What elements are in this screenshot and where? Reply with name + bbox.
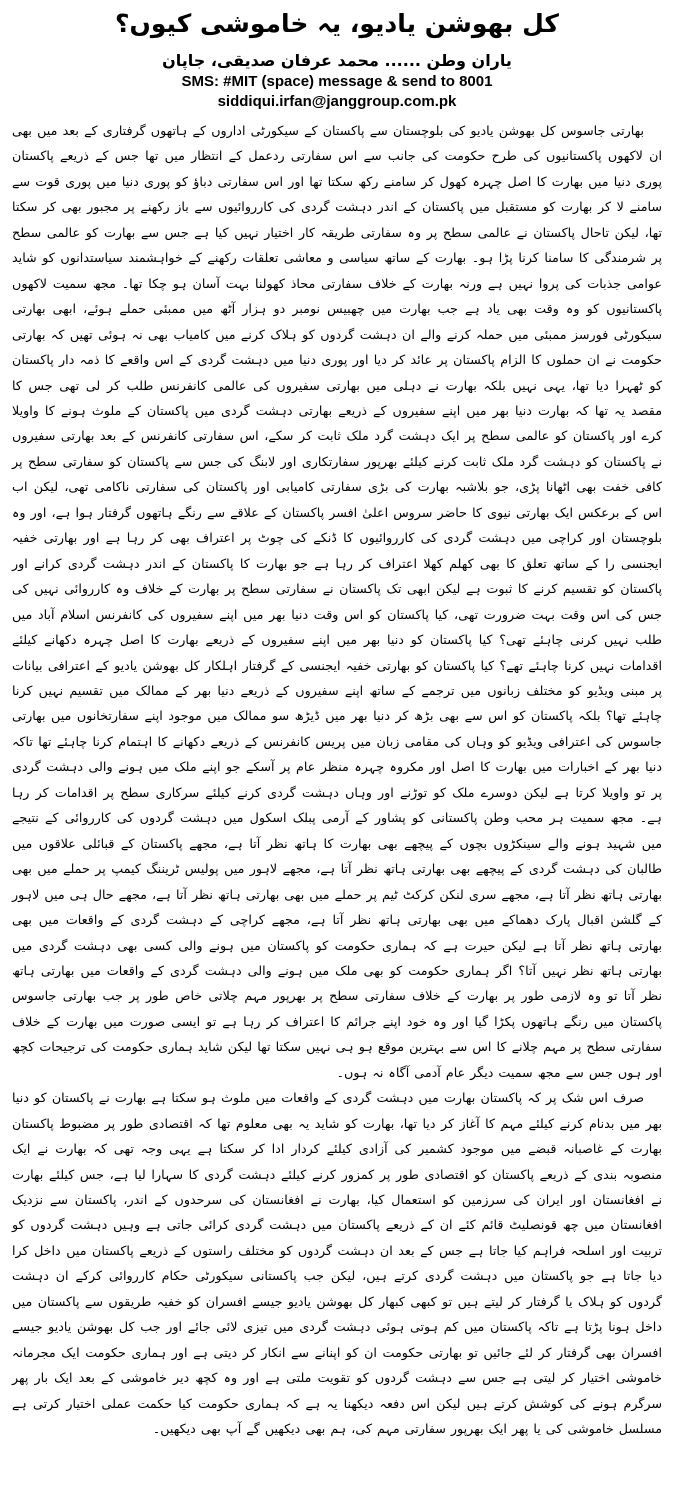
author-name: محمد عرفان صدیقی، جاپان (162, 51, 379, 70)
sms-line: SMS: #MIT (space) message & send to 8001 (181, 73, 493, 90)
byline (12, 50, 662, 72)
paragraph-1: بھارتی جاسوس کل بھوشن یادیو کی بلوچستان سے پاکستان کے سیکورٹی اداروں کے ہاتھوں گرفتاری کے بعد میں بھی ان لاکھوں پاکستانیوں کی طرح حکومت کی جانب سے اس سفارتی ردعمل کے انتظار میں تھا جس کے ذریعے پاکستان پوری دنیا میں بھارت کا اصل چہرہ کھول کر سامنے رکھ سکتا تھا اور اس سفارتی دباؤ کو پوری دنیا میں پوری قوت سے سامنے لا کر بھارت کو مستقبل میں پاکستان کے اندر دہشت گردی کی کارروائیوں سے باز رکھنے پر مجبور بھی کر سکتا تھا، لیکن تاحال پاکستان نے عالمی سطح پر وہ سفارتی طریقہ کار اختیار نہیں کیا ہے جس سے بھارت کو عالمی سطح پر شرمندگی کا سامنا کرنا پڑا ہو۔ بھارت کے ساتھ سیاسی و معاشی تعلقات رکھنے کے خواہشمند سیاستدانوں کو شاید عوامی جذبات کی پروا نہیں ہے ورنہ بھارت کے خلاف سفارتی محاذ کھولنا بہت آسان ہو چکا تھا۔ مجھ سمیت لاکھوں پاکستانیوں کو وہ وقت بھی یاد ہے جب بھارت میں چھبیس نومبر دو ہزار آٹھ میں ممبئی حملے ہوئے، ابھی بھارتی سیکورٹی فورسز ممبئی میں حملہ کرنے والے ان دہشت گردوں کو ہلاک کرنے میں کامیاب بھی نہ ہوئی تھیں کہ بھارتی حکومت نے ان حملوں کا الزام پاکستان پر عائد کر دیا اور پوری دنیا میں دہشت گردی کے اس واقعے کا ذمہ دار پاکستان کو ٹھہرا دیا تھا، یہی نہیں بلکہ بھارت نے دہلی میں بھارتی سفیروں کی عالمی کانفرنس طلب کر لی تھی جس کا مقصد یہ تھا کہ بھارت دنیا بھر میں اپنے سفیروں کے ذریعے بھارتی دہشت گردی میں پاکستان کے ملوث ہونے کا واویلا کرے اور پاکستان کو عالمی سطح پر ایک دہشت گرد ملک ثابت کر سکے، اس سفارتی کانفرنس کے بعد بھارتی سفیروں نے پاکستان کو دہشت گرد ملک ثابت کرنے کیلئے بھرپور سفارتکاری اور لابنگ کی جس سے پاکستان کو سفارتی سطح پر کافی خفت بھی اٹھانا پڑی، جو بلاشبہ بھارت کی بڑی سفارتی کامیابی اور پاکستان کی سفارتی ناکامی تھی، لیکن اب اس کے برعکس ایک بھارتی نیوی کا حاضر سروس اعلیٰ افسر پاکستان کے علاقے سے رنگے ہاتھوں گرفتار ہوا ہے، اور وہ بلوچستان اور کراچی میں دہشت گردی کی کارروائیوں کا ڈنکے کی چوٹ پر اعتراف بھی کر رہا ہے اور بھارتی خفیہ ایجنسی را کے ساتھ تعلق کا بھی کھلم کھلا اعتراف کر رہا ہے جو بھارت کا پاکستان کے اندر دہشت گردی کرانے اور پاکستان کو تقسیم کرنے کا ثبوت ہے لیکن ابھی تک پاکستان نے سفارتی سطح پر بھارت کے خلاف وہ کارروائی نہیں کی جس کی اس وقت بہت ضرورت تھی، کیا پاکستان کو اس وقت دنیا بھر میں اپنے سفیروں کی کانفرنس اسلام آباد میں طلب نہیں کرنی چاہئے تھی؟ کیا پاکستان کو دنیا بھر میں اپنے سفیروں کے ذریعے بھارت کا اصل چہرہ دکھانے کیلئے اقدامات نہیں کرنا چاہئے تھے؟ کیا پاکستان کو بھارتی خفیہ ایجنسی کے گرفتار اہلکار کل بھوشن یادیو کے اعترافی بیانات پر مبنی ویڈیو کو مختلف زبانوں میں ترجمے کے ساتھ اپنے سفیروں کے ذریعے دنیا بھر کے ممالک میں تقسیم نہیں کرنا چاہئے تھا؟ بلکہ پاکستان کو اس سے بھی بڑھ کر دنیا بھر میں ڈیڑھ سو ممالک میں موجود اپنے سفارتخانوں میں بھارتی جاسوس کی اعترافی ویڈیو کو وہاں کی مقامی زبان میں پریس کانفرنس کے ذریعے دکھانے کا اہتمام کرنا چاہئے تھا تاکہ دنیا بھر کے اخبارات میں بھارت کا اصل اور مکروہ چہرہ منظر عام پر آسکے جو اپنے ملک میں ہونے والی دہشت گردی پر تو واویلا کرتا ہے لیکن دوسرے ملک کو توڑنے اور وہاں دہشت گردی کرنے کیلئے سرکاری سطح پر اقدامات کر رہا ہے۔ مجھ سمیت ہر محب وطن پاکستانی کو پشاور کے آرمی پبلک اسکول میں دہشت گردوں کی کارروائی کے نتیجے میں شہید ہونے والے سینکڑوں بچوں کے پیچھے بھی بھارت کا ہاتھ نظر آتا ہے، مجھے پاکستان کے قبائلی علاقوں میں طالبان کی دہشت گردی کے پیچھے بھی بھارتی ہاتھ نظر آتا ہے، مجھے لاہور میں پولیس ٹریننگ کیمپ پر حملے میں بھی بھارتی ہاتھ نظر آتا ہے، مجھے سری لنکن کرکٹ ٹیم پر حملے میں بھی بھارتی ہاتھ نظر آتا ہے، مجھے حال ہی میں لاہور کے گلشن اقبال پارک دھماکے میں بھی بھارتی ہاتھ نظر آتا ہے، مجھے کراچی کے دہشت گردی کے واقعات میں بھی بھارتی ہاتھ نظر آتا ہے لیکن حیرت ہے کہ ہماری حکومت کو پاکستان میں ہونے والی کسی بھی دہشت گردی میں بھارتی ہاتھ نظر نہیں آتا؟ اگر ہماری حکومت کو بھی ملک میں ہونے والی دہشت گردی کے واقعات میں بھارتی ہاتھ نظر آتا تو وہ لازمی طور پر بھارت کے خلاف سفارتی سطح پر بھرپور مہم چلاتی خاص طور پر جب بھارتی جاسوس پاکستان میں رنگے ہاتھوں پکڑا گیا اور وہ خود اپنے جرائم کا اعتراف کر رہا ہے تو ایسی صورت میں بھارت کے خلاف سفارتی سطح پر مہم چلانے کا اس سے بہترین موقع ہو ہی نہیں سکتا تھا لیکن شاید ہماری حکومت کی ترجیحات کچھ اور ہوں جس سے مجھ سمیت دیگر عام آدمی آگاہ نہ ہوں۔ (11, 123, 662, 1080)
email-address: siddiqui.irfan@janggroup.com.pk (217, 93, 457, 110)
byline-separator: ...... (384, 51, 421, 70)
paragraph-2: صرف اس شک پر کہ پاکستان بھارت میں دہشت گردی کے واقعات میں ملوث ہو سکتا ہے بھارت نے پاکستان کو دنیا بھر میں بدنام کرنے کیلئے مہم کا آغاز کر دیا تھا، بھارت کو شاید یہ بھی معلوم تھا کہ اقتصادی طور پر مضبوط پاکستان بھارت کے غاصبانہ قبضے میں موجود کشمیر کی آزادی کیلئے کردار ادا کر سکتا ہے یہی وجہ تھی کہ بھارت نے ایک منصوبہ بندی کے ذریعے پاکستان کو اقتصادی طور پر کمزور کرنے کیلئے دہشت گردی کا سہارا لیا ہے، جس کیلئے بھارت نے افغانستان اور ایران کی سرزمین کو استعمال کیا، بھارت نے افغانستان کی سرحدوں کے اندر، پاکستان سے نزدیک افغانستان میں چھ قونصلیٹ قائم کئے ان کے ذریعے پاکستان میں دہشت گردی کرائی جاتی ہے وہیں دہشت گردوں کو تربیت اور اسلحہ فراہم کیا جاتا ہے جس کے بعد ان دہشت گردوں کو مختلف راستوں کے ذریعے پاکستان میں داخل کرا دیا جاتا ہے جو پاکستان میں دہشت گردی کرتے ہیں، لیکن جب پاکستانی سیکورٹی حکام کارروائی کرکے ان دہشت گردوں کو ہلاک یا گرفتار کر لیتے ہیں تو کبھی کبھار کل بھوشن یادیو جیسے افسران کو خفیہ طریقوں سے پاکستان میں داخل ہونا پڑتا ہے تاکہ پاکستان میں کم ہوتی ہوئی دہشت گردی میں تیزی لائی جائے اور جب کل بھوشن یادیو جیسے افسران بھی گرفتار کر لئے جائیں تو بھارتی حکومت ان کو اپنانے سے انکار کر دیتی ہے اور ہماری حکومت ایک مجرمانہ خاموشی اختیار کر لیتی ہے جس سے دہشت گردوں کو تقویت ملتی ہے اور وہ کچھ دیر خاموشی کے بعد ایک بار پھر سرگرم ہونے کی کوشش کرتے ہیں لیکن اس دفعہ دیکھنا یہ ہے کہ ہماری حکومت کیا حکمت عملی اختیار کرتی ہے مسلسل خاموشی کی یا پھر ایک بھرپور سفارتی مہم کی، ہم بھی دیکھیں گے آپ بھی دیکھیں۔ (12, 1090, 662, 1437)
article-body (12, 118, 662, 1442)
headline: کل بھوشن یادیو، یہ خاموشی کیوں؟ (115, 9, 559, 38)
column-name: یاران وطن (426, 51, 512, 70)
byline-block (12, 50, 662, 112)
